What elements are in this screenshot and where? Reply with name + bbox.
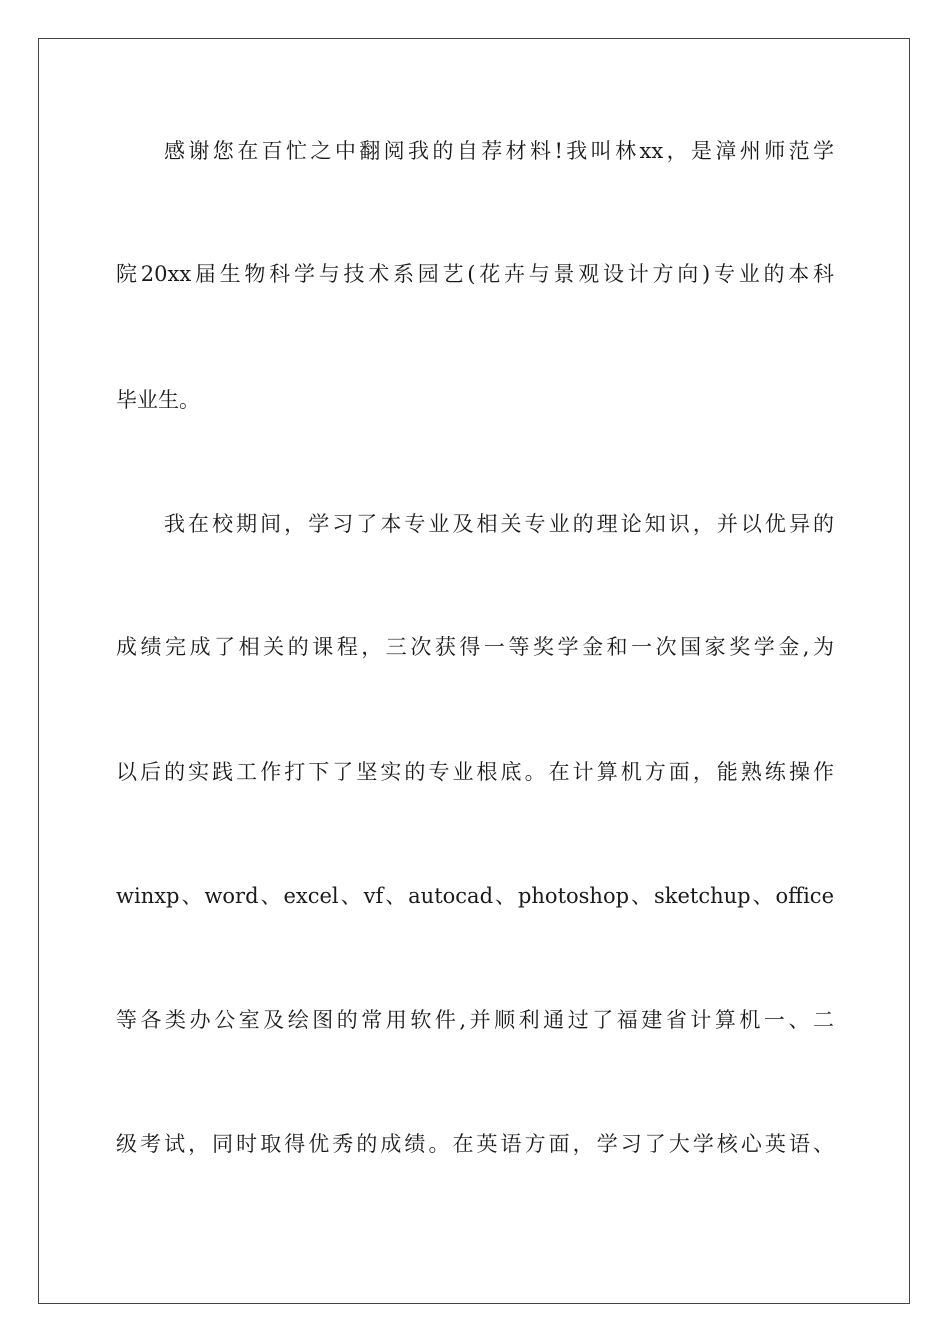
paragraph-2-line-6: 级考试，同时取得优秀的成绩。在英语方面，学习了大学核心英语、 bbox=[116, 1132, 834, 1156]
paragraph-2-line-2: 成绩完成了相关的课程，三次获得一等奖学金和一次国家奖学金,为 bbox=[116, 635, 834, 659]
paragraph-1-line-3: 毕业生。 bbox=[116, 388, 200, 412]
paragraph-1-line-2: 院20xx届生物科学与技术系园艺(花卉与景观设计方向)专业的本科 bbox=[116, 262, 834, 286]
paragraph-2-line-5: 等各类办公室及绘图的常用软件,并顺利通过了福建省计算机一、二 bbox=[116, 1008, 834, 1032]
page-border bbox=[38, 38, 910, 1304]
paragraph-2-line-3: 以后的实践工作打下了坚实的专业根底。在计算机方面，能熟练操作 bbox=[116, 760, 834, 784]
paragraph-2-line-4: winxp、word、excel、vf、autocad、photoshop、sketchup、office bbox=[116, 884, 834, 908]
paragraph-2-line-1: 我在校期间，学习了本专业及相关专业的理论知识，并以优异的 bbox=[164, 512, 834, 536]
paragraph-1-line-1: 感谢您在百忙之中翻阅我的自荐材料!我叫林xx，是漳州师范学 bbox=[164, 139, 834, 163]
